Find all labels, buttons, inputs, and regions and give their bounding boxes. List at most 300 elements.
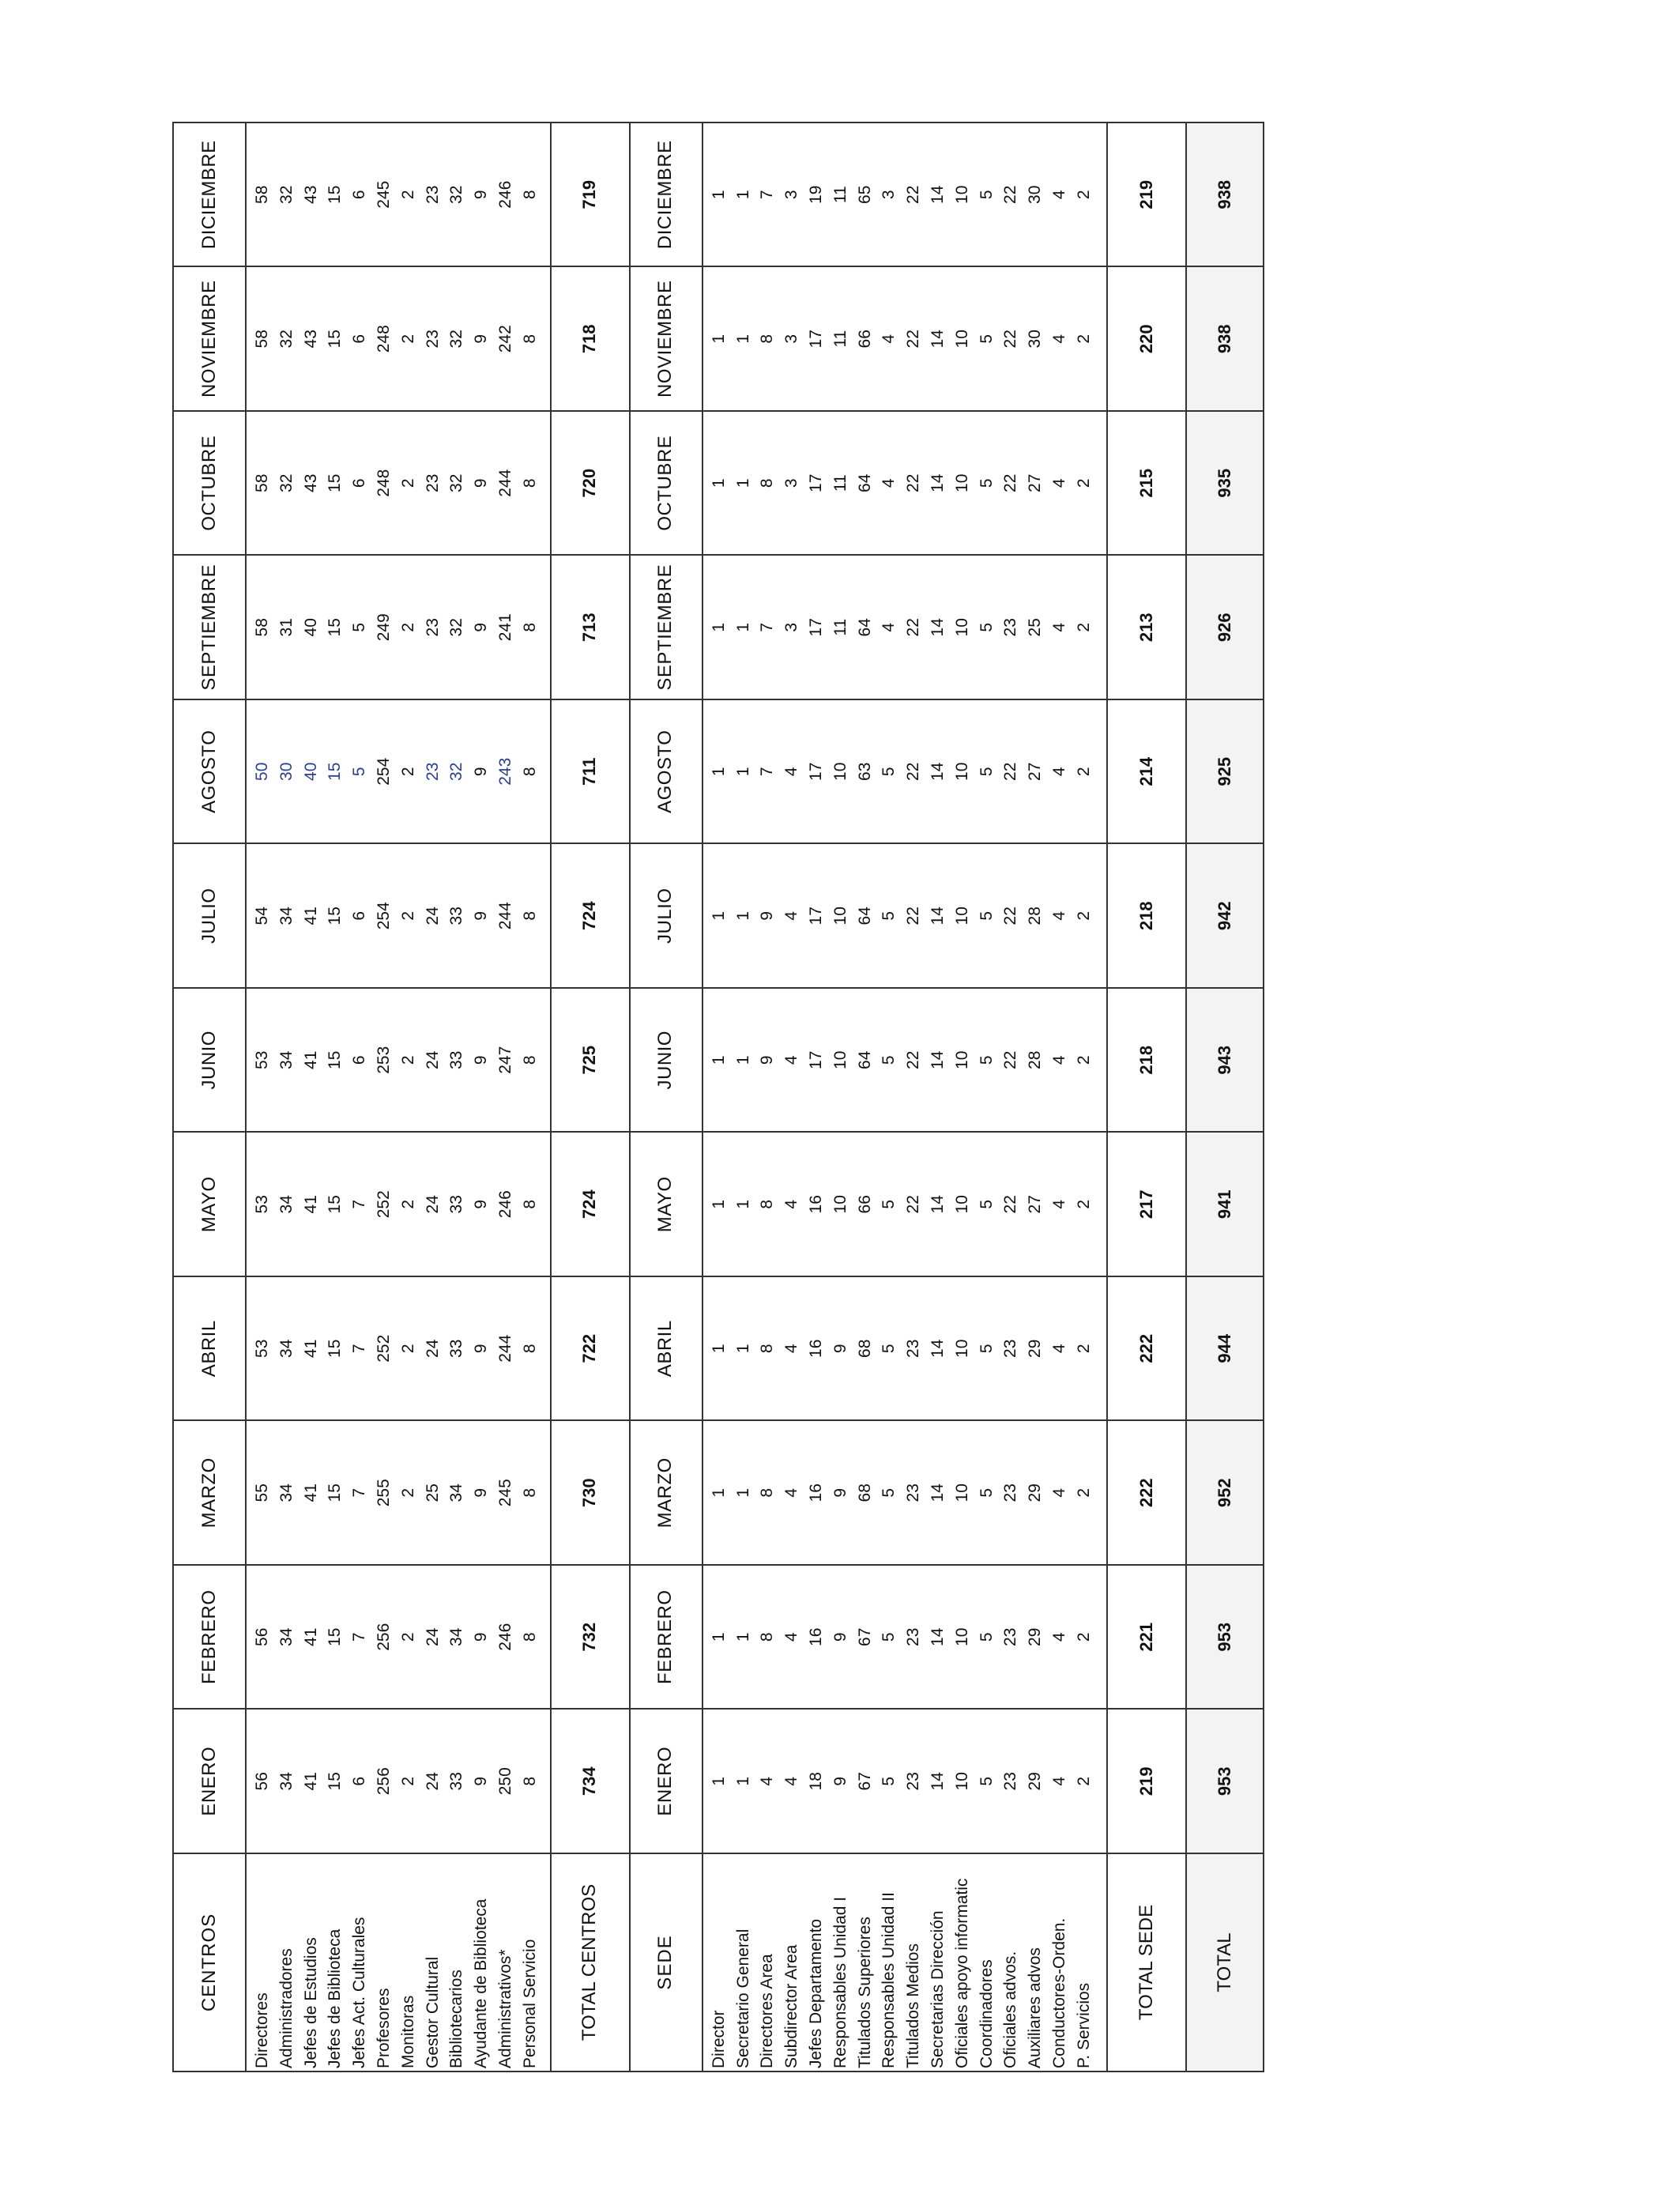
centros-row-label: Jefes de Estudios xyxy=(301,1937,320,2068)
sede-value: 3 xyxy=(782,190,801,200)
sede-value: 27 xyxy=(1026,473,1045,492)
sede-total-value: 219 xyxy=(1107,123,1186,267)
sede-value: 10 xyxy=(952,1195,971,1214)
sede-value: 1 xyxy=(733,1055,752,1065)
sede-value: 22 xyxy=(904,762,923,781)
sede-month-values xyxy=(703,1565,1107,1710)
grand-total-value: 926 xyxy=(1186,556,1264,700)
sede-value: 29 xyxy=(1026,1772,1045,1791)
month-header: ENERO xyxy=(173,1710,246,1854)
grand-total-value: 942 xyxy=(1186,844,1264,989)
sede-value: 27 xyxy=(1026,1195,1045,1214)
centros-value: 24 xyxy=(423,1627,442,1646)
centros-value: 32 xyxy=(447,185,466,204)
centros-value: 24 xyxy=(423,1195,442,1214)
sede-value: 14 xyxy=(929,907,947,925)
centros-value: 2 xyxy=(398,910,417,921)
sede-month-values xyxy=(703,1421,1107,1566)
centros-value: 244 xyxy=(495,1334,514,1363)
sede-value: 22 xyxy=(1001,330,1020,349)
sede-value: 2 xyxy=(1074,190,1093,200)
centros-value: 253 xyxy=(374,1046,393,1074)
sede-value: 1 xyxy=(709,1344,728,1354)
sede-value: 23 xyxy=(1001,1483,1020,1502)
rotated-table-container xyxy=(172,123,1264,2072)
centros-value: 50 xyxy=(253,762,271,781)
centros-value: 53 xyxy=(253,1339,271,1358)
centros-value: 248 xyxy=(374,325,393,353)
sede-value: 5 xyxy=(977,1632,996,1642)
centros-value: 9 xyxy=(472,1487,491,1498)
centros-value: 2 xyxy=(398,1055,417,1065)
sede-value: 4 xyxy=(880,478,898,488)
sede-value: 67 xyxy=(855,1627,874,1646)
month-header: DICIEMBRE xyxy=(630,123,703,267)
sede-value: 1 xyxy=(709,1055,728,1065)
grand-total-label: TOTAL xyxy=(1186,1853,1264,2071)
sede-row-label: Titulados Medios xyxy=(904,1943,923,2068)
sede-value: 64 xyxy=(855,473,874,492)
sede-row-label: Subdirector Area xyxy=(782,1944,801,2068)
centros-value: 31 xyxy=(277,618,296,637)
sede-month-values xyxy=(703,1710,1107,1854)
centros-value: 250 xyxy=(495,1767,514,1796)
sede-value: 2 xyxy=(1074,1632,1093,1642)
sede-value: 4 xyxy=(782,1487,801,1498)
sede-value: 4 xyxy=(1050,1776,1069,1786)
sede-value: 14 xyxy=(929,762,947,781)
centros-value: 8 xyxy=(520,910,539,921)
staff-table xyxy=(172,122,1264,2072)
sede-value: 2 xyxy=(1074,1055,1093,1065)
centros-value: 23 xyxy=(423,330,442,349)
centros-total-value: 724 xyxy=(551,1133,630,1277)
sede-row-labels xyxy=(703,1853,1107,2071)
sede-value: 10 xyxy=(831,1050,849,1069)
sede-value: 1 xyxy=(733,478,752,488)
sede-value: 1 xyxy=(709,1776,728,1786)
centros-month-values xyxy=(246,411,551,556)
centros-value: 244 xyxy=(495,469,514,497)
sede-value: 10 xyxy=(952,618,971,637)
sede-value: 4 xyxy=(1050,910,1069,921)
sede-total-value: 222 xyxy=(1107,1276,1186,1421)
centros-value: 41 xyxy=(301,1339,320,1358)
centros-month-values xyxy=(246,123,551,267)
centros-value: 53 xyxy=(253,1050,271,1069)
centros-value: 256 xyxy=(374,1767,393,1796)
centros-value: 245 xyxy=(495,1479,514,1507)
centros-value: 43 xyxy=(301,330,320,349)
centros-value: 8 xyxy=(520,767,539,777)
sede-month-values xyxy=(703,267,1107,412)
sede-value: 1 xyxy=(733,334,752,344)
centros-value: 6 xyxy=(350,478,369,488)
sede-value: 14 xyxy=(929,1627,947,1646)
sede-total-value: 221 xyxy=(1107,1565,1186,1710)
sede-value: 4 xyxy=(782,1632,801,1642)
sede-total-value: 220 xyxy=(1107,267,1186,412)
centros-row-labels xyxy=(246,1853,551,2071)
centros-value: 2 xyxy=(398,1487,417,1498)
sede-value: 11 xyxy=(831,186,849,204)
centros-value: 2 xyxy=(398,1776,417,1786)
sede-value: 1 xyxy=(709,622,728,632)
centros-value: 9 xyxy=(472,478,491,488)
sede-value: 4 xyxy=(758,1776,777,1786)
sede-value: 10 xyxy=(952,185,971,204)
sede-value: 29 xyxy=(1026,1339,1045,1358)
centros-value: 34 xyxy=(277,907,296,925)
sede-value: 10 xyxy=(952,1050,971,1069)
centros-value: 43 xyxy=(301,473,320,492)
centros-value: 2 xyxy=(398,334,417,344)
sede-value: 17 xyxy=(807,473,826,492)
sede-value: 1 xyxy=(709,334,728,344)
centros-value: 58 xyxy=(253,330,271,349)
sede-value: 2 xyxy=(1074,1487,1093,1498)
sede-value: 10 xyxy=(952,1627,971,1646)
centros-value: 15 xyxy=(326,330,345,349)
sede-row-label: Oficiales apoyo informatic xyxy=(952,1878,971,2068)
centros-value: 15 xyxy=(326,1772,345,1791)
sede-value: 4 xyxy=(782,767,801,777)
sede-value: 23 xyxy=(1001,1339,1020,1358)
centros-total-value: 718 xyxy=(551,267,630,412)
centros-value: 30 xyxy=(277,762,296,781)
grand-total-value: 953 xyxy=(1186,1565,1264,1710)
sede-month-values xyxy=(703,988,1107,1133)
centros-total-value: 724 xyxy=(551,844,630,989)
sede-value: 22 xyxy=(904,1050,923,1069)
sede-row-label: Jefes Departamento xyxy=(807,1918,826,2068)
grand-total-value: 935 xyxy=(1186,411,1264,556)
sede-value: 1 xyxy=(733,190,752,200)
sede-value: 22 xyxy=(904,473,923,492)
centros-total-value: 730 xyxy=(551,1421,630,1566)
centros-value: 9 xyxy=(472,190,491,200)
centros-value: 40 xyxy=(301,618,320,637)
centros-value: 9 xyxy=(472,910,491,921)
sede-row-label: Oficiales advos. xyxy=(1001,1951,1020,2068)
sede-row-label: Auxiliares advos xyxy=(1026,1947,1045,2068)
sede-value: 2 xyxy=(1074,478,1093,488)
sede-value: 1 xyxy=(709,910,728,921)
centros-value: 9 xyxy=(472,1632,491,1642)
centros-value: 2 xyxy=(398,622,417,632)
month-header: FEBRERO xyxy=(630,1565,703,1710)
sede-value: 5 xyxy=(880,1632,898,1642)
centros-value: 9 xyxy=(472,334,491,344)
centros-value: 53 xyxy=(253,1195,271,1214)
sede-value: 5 xyxy=(880,1487,898,1498)
centros-value: 33 xyxy=(447,1195,466,1214)
month-header: NOVIEMBRE xyxy=(173,267,246,412)
centros-value: 2 xyxy=(398,1199,417,1209)
sede-month-values xyxy=(703,123,1107,267)
centros-value: 9 xyxy=(472,767,491,777)
centros-value: 25 xyxy=(423,1483,442,1502)
sede-value: 22 xyxy=(1001,1195,1020,1214)
sede-value: 22 xyxy=(1001,185,1020,204)
centros-value: 244 xyxy=(495,902,514,930)
sede-value: 22 xyxy=(904,185,923,204)
centros-month-values xyxy=(246,1710,551,1854)
sede-total-label: TOTAL SEDE xyxy=(1107,1853,1186,2071)
centros-value: 2 xyxy=(398,767,417,777)
sede-value: 9 xyxy=(758,1055,777,1065)
sede-value: 14 xyxy=(929,1339,947,1358)
sede-value: 3 xyxy=(782,622,801,632)
centros-value: 8 xyxy=(520,622,539,632)
centros-value: 24 xyxy=(423,1772,442,1791)
sede-value: 3 xyxy=(880,190,898,200)
sede-value: 2 xyxy=(1074,767,1093,777)
centros-value: 32 xyxy=(277,473,296,492)
sede-row-label: Director xyxy=(709,2010,728,2068)
centros-value: 9 xyxy=(472,1776,491,1786)
centros-value: 15 xyxy=(326,1050,345,1069)
centros-row-label: Directores xyxy=(253,1992,271,2068)
sede-total-value: 218 xyxy=(1107,844,1186,989)
sede-value: 1 xyxy=(733,1344,752,1354)
centros-month-values xyxy=(246,1133,551,1277)
sede-value: 23 xyxy=(904,1339,923,1358)
sede-value: 18 xyxy=(807,1772,826,1791)
centros-value: 15 xyxy=(326,618,345,637)
sede-value: 5 xyxy=(977,1344,996,1354)
month-header: SEPTIEMBRE xyxy=(173,556,246,700)
sede-value: 5 xyxy=(977,622,996,632)
sede-value: 28 xyxy=(1026,907,1045,925)
sede-value: 27 xyxy=(1026,762,1045,781)
centros-value: 34 xyxy=(277,1195,296,1214)
sede-value: 8 xyxy=(758,1632,777,1642)
sede-value: 11 xyxy=(831,330,849,348)
sede-value: 1 xyxy=(709,1632,728,1642)
sede-value: 10 xyxy=(952,762,971,781)
sede-value: 4 xyxy=(1050,622,1069,632)
sede-value: 65 xyxy=(855,185,874,204)
centros-value: 23 xyxy=(423,473,442,492)
sede-value: 10 xyxy=(952,907,971,925)
sede-row-label: Coordinadores xyxy=(977,1959,996,2068)
sede-value: 5 xyxy=(977,190,996,200)
centros-value: 6 xyxy=(350,910,369,921)
sede-month-values xyxy=(703,556,1107,700)
centros-data-row xyxy=(246,123,551,2071)
month-header: SEPTIEMBRE xyxy=(630,556,703,700)
centros-value: 6 xyxy=(350,334,369,344)
centros-value: 41 xyxy=(301,1195,320,1214)
sede-value: 10 xyxy=(952,1772,971,1791)
sede-value: 8 xyxy=(758,478,777,488)
sede-value: 64 xyxy=(855,1050,874,1069)
centros-value: 34 xyxy=(447,1627,466,1646)
centros-value: 9 xyxy=(472,1055,491,1065)
centros-month-values xyxy=(246,988,551,1133)
sede-row-label: P. Servicios xyxy=(1074,1982,1093,2068)
sede-value: 22 xyxy=(904,618,923,637)
month-header: ABRIL xyxy=(630,1276,703,1421)
centros-value: 8 xyxy=(520,1055,539,1065)
centros-row-label: Administradores xyxy=(277,1948,296,2068)
sede-value: 22 xyxy=(1001,907,1020,925)
sede-month-values xyxy=(703,1276,1107,1421)
sede-value: 1 xyxy=(709,1199,728,1209)
sede-value: 5 xyxy=(880,1199,898,1209)
sede-value: 1 xyxy=(709,478,728,488)
sede-value: 14 xyxy=(929,185,947,204)
centros-value: 9 xyxy=(472,1199,491,1209)
sede-value: 29 xyxy=(1026,1627,1045,1646)
sede-value: 4 xyxy=(782,910,801,921)
sede-value: 5 xyxy=(880,1055,898,1065)
centros-total-value: 720 xyxy=(551,411,630,556)
sede-total-value: 217 xyxy=(1107,1133,1186,1277)
sede-value: 5 xyxy=(880,910,898,921)
centros-header-row xyxy=(173,123,246,2071)
grand-total-value: 938 xyxy=(1186,267,1264,412)
sede-value: 23 xyxy=(904,1627,923,1646)
month-header: AGOSTO xyxy=(630,699,703,844)
month-header: MAYO xyxy=(173,1133,246,1277)
sede-value: 8 xyxy=(758,1199,777,1209)
centros-month-values xyxy=(246,699,551,844)
sede-value: 8 xyxy=(758,1344,777,1354)
centros-value: 242 xyxy=(495,325,514,353)
sede-value: 2 xyxy=(1074,1344,1093,1354)
sede-value: 1 xyxy=(733,1776,752,1786)
sede-value: 16 xyxy=(807,1195,826,1214)
centros-value: 15 xyxy=(326,1339,345,1358)
sede-value: 4 xyxy=(880,334,898,344)
sede-value: 64 xyxy=(855,618,874,637)
sede-header-label: SEDE xyxy=(630,1853,703,2071)
month-header: MARZO xyxy=(173,1421,246,1566)
sede-value: 68 xyxy=(855,1339,874,1358)
month-header: MARZO xyxy=(630,1421,703,1566)
sede-value: 10 xyxy=(952,1483,971,1502)
centros-value: 246 xyxy=(495,1623,514,1651)
sede-value: 8 xyxy=(758,334,777,344)
sede-value: 1 xyxy=(709,190,728,200)
grand-total-value: 941 xyxy=(1186,1133,1264,1277)
sede-value: 22 xyxy=(904,1195,923,1214)
sede-value: 4 xyxy=(782,1055,801,1065)
sede-value: 3 xyxy=(782,478,801,488)
sede-value: 22 xyxy=(904,907,923,925)
centros-value: 2 xyxy=(398,1344,417,1354)
centros-value: 41 xyxy=(301,907,320,925)
grand-total-value: 925 xyxy=(1186,699,1264,844)
sede-value: 25 xyxy=(1026,618,1045,637)
centros-total-value: 713 xyxy=(551,556,630,700)
sede-value: 7 xyxy=(758,622,777,632)
sede-value: 14 xyxy=(929,330,947,349)
centros-value: 41 xyxy=(301,1772,320,1791)
centros-row-label: Bibliotecarios xyxy=(447,1970,466,2068)
month-header: MAYO xyxy=(630,1133,703,1277)
centros-total-label: TOTAL CENTROS xyxy=(551,1853,630,2071)
centros-value: 15 xyxy=(326,1627,345,1646)
centros-value: 58 xyxy=(253,618,271,637)
month-header: AGOSTO xyxy=(173,699,246,844)
sede-value: 67 xyxy=(855,1772,874,1791)
month-header: FEBRERO xyxy=(173,1565,246,1710)
sede-value: 28 xyxy=(1026,1050,1045,1069)
centros-value: 6 xyxy=(350,1776,369,1786)
grand-total-value: 938 xyxy=(1186,123,1264,267)
sede-value: 4 xyxy=(1050,1632,1069,1642)
sede-value: 9 xyxy=(831,1487,849,1498)
sede-value: 14 xyxy=(929,1772,947,1791)
sede-value: 17 xyxy=(807,1050,826,1069)
sede-value: 16 xyxy=(807,1627,826,1646)
centros-month-values xyxy=(246,267,551,412)
centros-value: 34 xyxy=(277,1772,296,1791)
sede-value: 8 xyxy=(758,1487,777,1498)
centros-header-label: CENTROS xyxy=(173,1853,246,2071)
centros-value: 32 xyxy=(277,185,296,204)
centros-value: 41 xyxy=(301,1050,320,1069)
month-header: NOVIEMBRE xyxy=(630,267,703,412)
centros-value: 23 xyxy=(423,618,442,637)
sede-value: 22 xyxy=(1001,762,1020,781)
sede-value: 2 xyxy=(1074,334,1093,344)
sede-total-value: 222 xyxy=(1107,1421,1186,1566)
sede-value: 19 xyxy=(807,185,826,204)
sede-value: 7 xyxy=(758,190,777,200)
centros-row-label: Profesores xyxy=(374,1988,393,2068)
centros-row-label: Personal Servicio xyxy=(520,1939,539,2068)
centros-value: 15 xyxy=(326,473,345,492)
sede-value: 22 xyxy=(904,330,923,349)
centros-value: 8 xyxy=(520,334,539,344)
centros-value: 23 xyxy=(423,185,442,204)
centros-value: 8 xyxy=(520,1632,539,1642)
month-header: OCTUBRE xyxy=(630,411,703,556)
sede-value: 1 xyxy=(709,1487,728,1498)
sede-value: 30 xyxy=(1026,185,1045,204)
sede-value: 5 xyxy=(977,1199,996,1209)
sede-value: 5 xyxy=(880,1344,898,1354)
month-header: JUNIO xyxy=(630,988,703,1133)
centros-value: 41 xyxy=(301,1627,320,1646)
sede-value: 5 xyxy=(977,910,996,921)
centros-month-values xyxy=(246,1276,551,1421)
sede-value: 4 xyxy=(1050,767,1069,777)
centros-value: 9 xyxy=(472,1344,491,1354)
sede-value: 9 xyxy=(831,1776,849,1786)
month-header: ABRIL xyxy=(173,1276,246,1421)
centros-value: 8 xyxy=(520,1199,539,1209)
sede-total-value: 213 xyxy=(1107,556,1186,700)
sede-total-row xyxy=(1107,123,1186,2071)
centros-value: 32 xyxy=(447,762,466,781)
centros-value: 34 xyxy=(277,1339,296,1358)
sede-value: 5 xyxy=(977,1487,996,1498)
sede-row-label: Directores Area xyxy=(758,1954,777,2068)
centros-value: 15 xyxy=(326,1483,345,1502)
sede-header-row xyxy=(630,123,703,2071)
sede-value: 4 xyxy=(1050,1199,1069,1209)
sede-value: 9 xyxy=(831,1632,849,1642)
sede-value: 4 xyxy=(1050,1055,1069,1065)
centros-value: 6 xyxy=(350,190,369,200)
centros-value: 8 xyxy=(520,478,539,488)
centros-value: 9 xyxy=(472,622,491,632)
